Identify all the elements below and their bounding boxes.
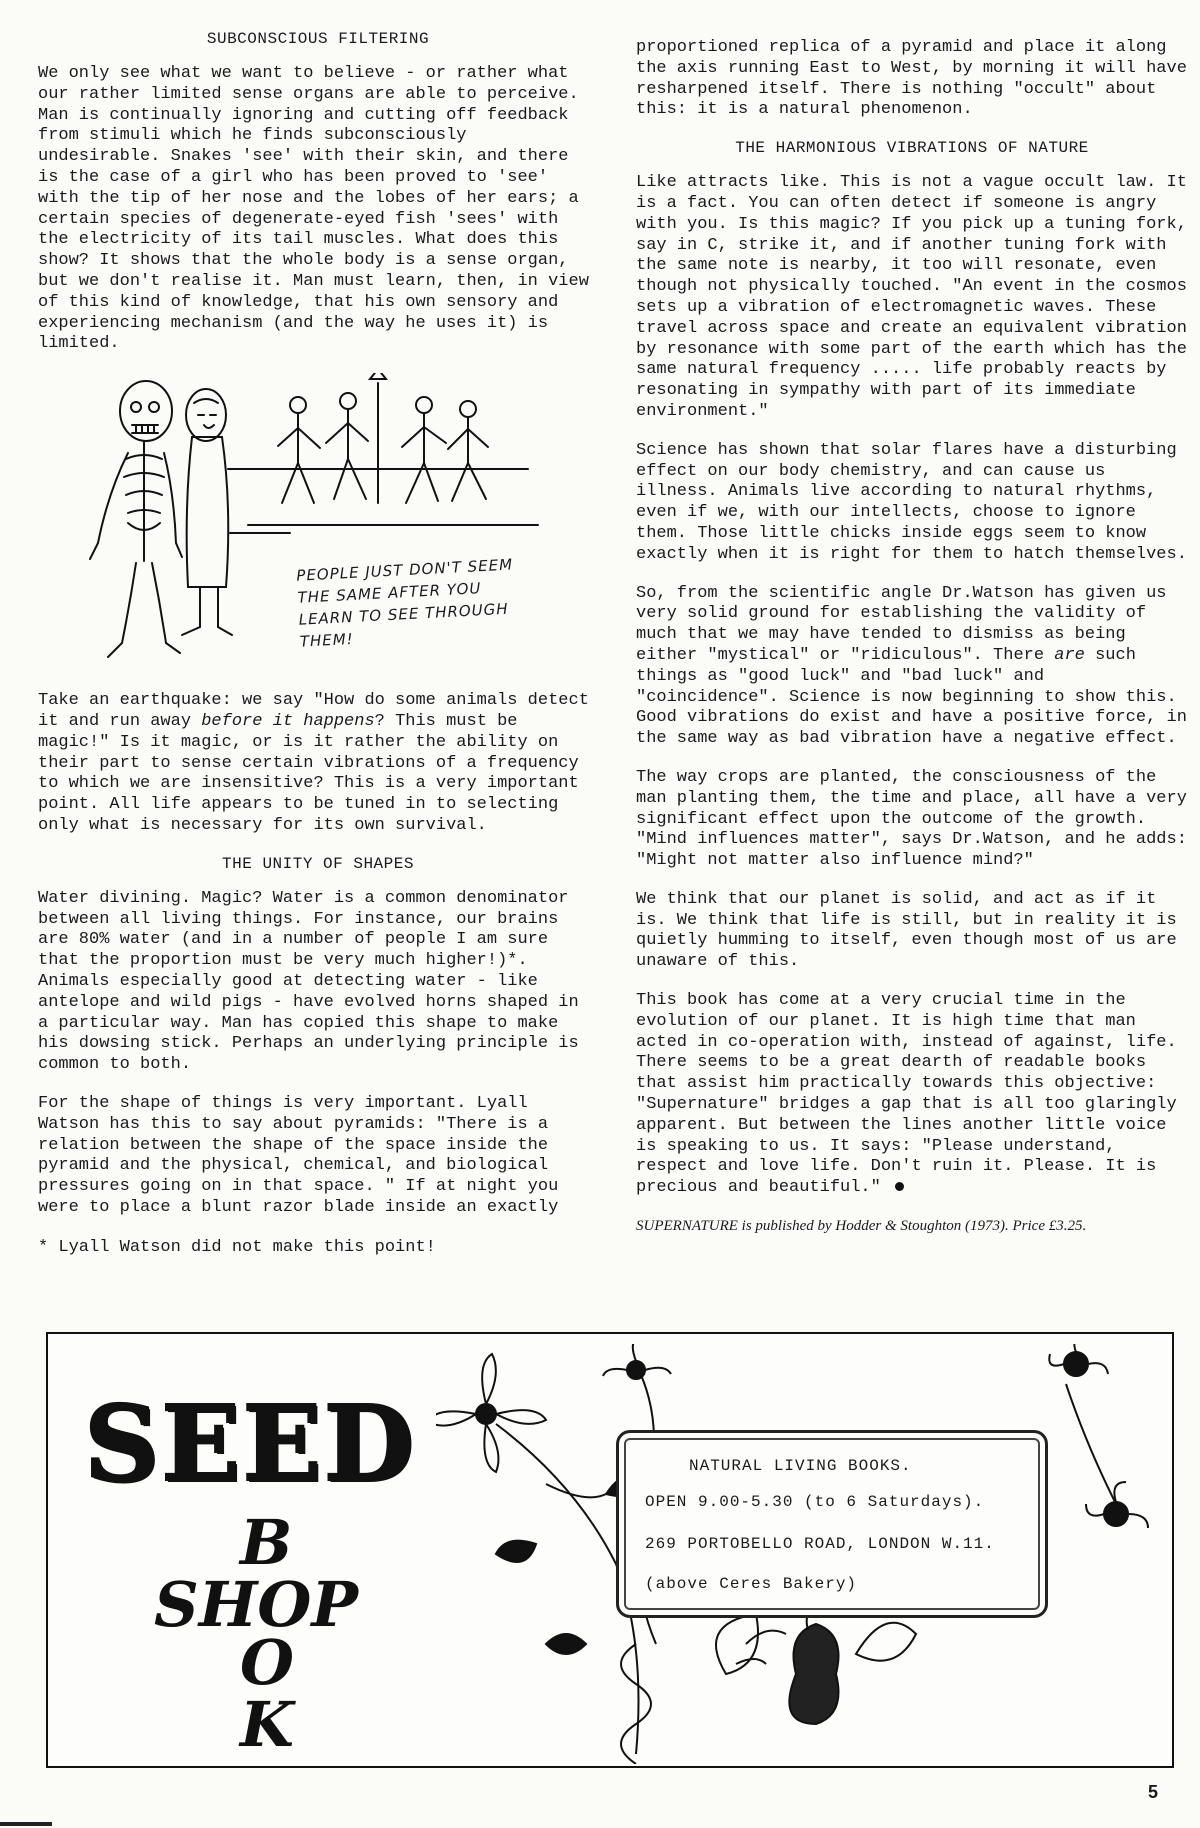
shop-word: SHOP [154, 1568, 358, 1641]
footnote: * Lyall Watson did not make this point! [38, 1237, 436, 1257]
book-letter: K [240, 1688, 294, 1761]
paragraph: This book has come at a very crucial time in the evolution of our planet. It is high time that man acted in co-operation with, instead of against, life. There seems to be a great dearth of readable books that assist him practically towards this objective: "Supernature" bridges a gap that is all too glaringly apparent. But between the lines another little voice is speaking to us. It says: "Please understand, respect and love life. Don't ruin it. Please. It is precious and beautiful." [636, 991, 1177, 1198]
book-letter: O [240, 1626, 295, 1699]
paragraph: We think that our planet is solid, and act as if it is. We think that life is still, but in reality it is quietly humming to itself, even though most of us are unaware of this. [636, 889, 1177, 972]
cartoon-caption: PEOPLE JUST DON'T SEEM THE SAME AFTER YOU LEARN TO SEE THROUGH THEM! [295, 555, 514, 651]
paragraph: We only see what we want to believe - or rather what our rather limited sense organs are able to perceive. Man is continually ignoring and cutting off feedback from stimuli which he finds subconsciously undesirable. Snakes 'see' with their skin, and there is the case of a girl who has been proved to 'see' with the tip of her nose and the lobes of her ears; a certain species of degenerate-eyed fish 'sees' with the electricity of its tail muscles. What does this show? It shows that the whole body is a sense organ, but we don't realise it. Man must learn, then, in view of this kind of knowledge, that his own sensory and experiencing mechanism (and the way he uses it) is limited. [38, 64, 589, 354]
paragraph: proportioned replica of a pyramid and place it along the axis running East to West, by morning it will have resharpened itself. There is nothing "occult" about this: it is a natural phenomenon. [636, 38, 1187, 120]
cartoon-illustration [48, 373, 568, 673]
paragraph: For the shape of things is very important. Lyall Watson has this to say about pyramids: "There is a relation between the shape of the space inside the pyramid and the physical, chemical, and biological pressures going on in that space. " If at night you were to place a blunt razor blade inside an exactly [38, 1093, 559, 1217]
book-letter: B [240, 1506, 293, 1579]
heading-subconscious-filtering: SUBCONSCIOUS FILTERING [206, 30, 430, 48]
paragraph: Take an earthquake: we say "How do some animals detect it and run away before it happens? This must be magic!" Is it magic, or is it rather the ability on their part to sense certain vibrations of a frequency to which we are insensitive? This is a very important point. All life appears to be tuned in to selecting only what is necessary for its own survival. [38, 691, 589, 835]
paragraph: Like attracts like. This is not a vague occult law. It is a fact. You can often detect if someone is angry with you. Is this magic? If you pick up a tuning fork, say in C, strike it, and if another tuning fork with the same note is nearby, it too will resonate, even though not physically touched. "An event in the cosmos sets up a vibration of electromagnetic waves. These travel across space and create an equivalent vibration by resonance with some part of the earth which has the same natural frequency ..... life probably reacts by resonating in sympathy with part of its immediate environment." [636, 173, 1187, 421]
bottom-rule [0, 1822, 52, 1826]
right-column [636, 38, 1188, 1236]
paragraph: The way crops are planted, the consciousness of the man planting them, the time and place, all have a very significant effect upon the outcome of the growth. "Mind influences matter", says Dr.Watson, and he adds: "Might not matter also influence mind?" [636, 767, 1187, 871]
paragraph: Science has shown that solar flares have a disturbing effect on our body chemistry, and can cause us illness. Animals live according to natural rhythms, even if we, with our intellects, choose to ignore them. Those little chicks inside eggs seem to know exactly when it is right for them to hatch themselves. [636, 440, 1187, 564]
seed-title: SEED [84, 1382, 416, 1505]
shop-location-note: (above Ceres Bakery) [645, 1575, 858, 1593]
left-column [38, 20, 598, 1258]
seed-bookshop-advertisement [46, 1332, 1174, 1768]
shop-info-frame [616, 1430, 1048, 1618]
shop-address: 269 PORTOBELLO ROAD, LONDON W.11. [645, 1535, 995, 1553]
end-bullet-icon [895, 1182, 904, 1191]
shop-name: NATURAL LIVING BOOKS. [689, 1457, 912, 1475]
page-number: 5 [1148, 1782, 1159, 1802]
heading-unity-of-shapes: THE UNITY OF SHAPES [222, 854, 414, 873]
publication-credit: SUPERNATURE is published by Hodder & Stoughton (1973). Price £3.25. [636, 1218, 1087, 1235]
opening-hours: OPEN 9.00-5.30 (to 6 Saturdays). [645, 1493, 985, 1511]
heading-harmonious-vibrations: THE HARMONIOUS VIBRATIONS OF NATURE [735, 139, 1089, 158]
paragraph: So, from the scientific angle Dr.Watson has given us very solid ground for establishing the validity of much that we may have tended to dismiss as being either "mystical" or "ridiculous". There are such things as "good luck" and "bad luck" and "coincidence". Science is now beginning to show this. Good vibrations do exist and have a positive force, in the same way as bad vibration have a negative effect. [636, 583, 1187, 749]
paragraph: Water divining. Magic? Water is a common denominator between all living things. For instance, our brains are 80% water (and in a number of people I am sure that the proportion must be very much higher!)*. Animals especially good at detecting water - like antelope and wild pigs - have evolved horns shaped in a particular way. Man has copied this shape to make his dowsing stick. Perhaps an underlying principle is common to both. [38, 888, 579, 1075]
